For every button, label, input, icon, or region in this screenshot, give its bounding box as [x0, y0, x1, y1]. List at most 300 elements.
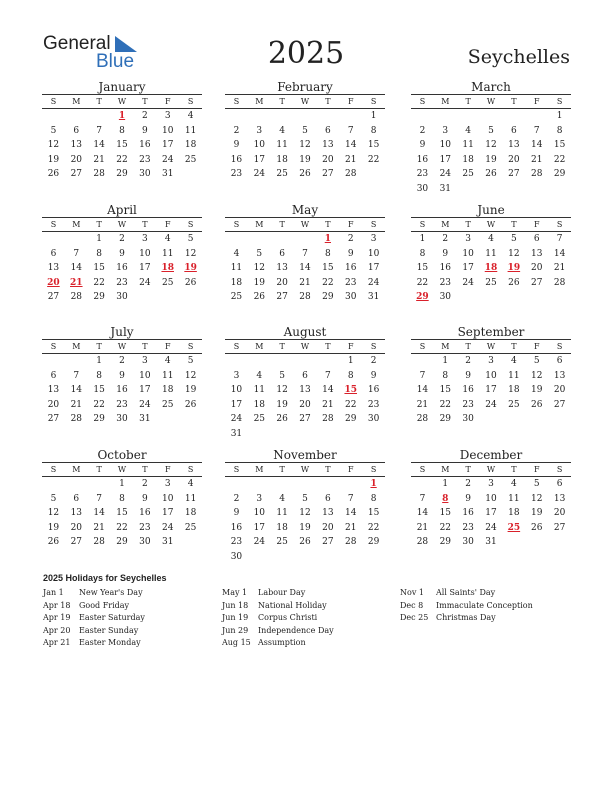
day-cell: 8: [119, 125, 125, 136]
week-row: [225, 521, 385, 536]
day-cell: 9: [119, 248, 125, 259]
day-cell: 8: [556, 125, 563, 136]
day-cell: 31: [139, 414, 151, 424]
weekday-label: T: [465, 342, 471, 351]
day-cell: 30: [367, 414, 380, 424]
day-cell: [271, 427, 294, 442]
day-cell: 14: [93, 508, 105, 518]
week-row: [225, 124, 385, 139]
day-cell: 28: [70, 414, 83, 424]
holiday-item: [43, 625, 145, 638]
day-cell: [133, 290, 156, 305]
month-name: April: [107, 203, 137, 217]
day-cell: 21: [553, 263, 566, 273]
day-cell: [457, 182, 480, 197]
weekday-header: [225, 218, 385, 231]
week-row: [42, 369, 202, 384]
week-row: [42, 398, 202, 413]
day-cell: 3: [256, 125, 263, 136]
day-cell: [248, 232, 271, 247]
weekday-label: S: [187, 342, 194, 351]
week-row: [225, 247, 385, 262]
day-cell: 15: [439, 508, 452, 518]
day-cell: 15: [367, 140, 380, 150]
day-cell: 6: [73, 125, 80, 136]
day-cell: 29: [367, 537, 380, 547]
weekday-label: W: [486, 342, 496, 351]
day-cell: 9: [233, 140, 240, 150]
week-row: [42, 247, 202, 262]
holiday-item: [400, 600, 533, 613]
day-cell: 26: [47, 169, 60, 179]
day-cell: [525, 535, 548, 550]
day-cell: 3: [164, 479, 171, 489]
day-cell: [65, 477, 88, 492]
month-august: [225, 325, 385, 441]
day-cell: 9: [442, 248, 449, 259]
day-cell: [156, 412, 179, 427]
day-cell: 25: [462, 169, 474, 179]
day-cell: 25: [184, 154, 197, 165]
day-cell: 23: [230, 169, 243, 179]
day-cell: 27: [322, 169, 334, 179]
day-cell: 12: [299, 508, 311, 518]
day-cell: 2: [465, 356, 472, 366]
month-name: October: [97, 448, 147, 462]
week-row: [42, 506, 202, 521]
day-cell: 23: [416, 169, 429, 179]
weekday-label: S: [556, 342, 563, 351]
day-cell: [294, 427, 317, 442]
day-cell: [480, 182, 503, 197]
day-cell: 21: [93, 154, 105, 165]
day-cell: 3: [488, 356, 494, 366]
weekday-header: [225, 340, 385, 353]
weekday-label: F: [164, 220, 171, 229]
day-cell: 7: [96, 493, 103, 504]
day-cell: 31: [439, 183, 452, 194]
day-cell: 4: [279, 493, 286, 504]
day-cell: 5: [50, 493, 57, 504]
day-cell: [548, 412, 571, 427]
weekday-label: S: [187, 220, 194, 229]
holiday-day-cell: 15: [344, 385, 357, 395]
day-cell: 18: [184, 140, 197, 150]
day-cell: [42, 477, 65, 492]
day-cell: [271, 477, 294, 492]
day-cell: 22: [367, 522, 380, 533]
day-cell: 22: [345, 399, 357, 410]
holiday-item: [43, 612, 145, 625]
day-cell: 12: [531, 370, 543, 381]
weekday-label: T: [142, 220, 148, 229]
week-row: [42, 138, 202, 153]
day-cell: 7: [73, 370, 80, 381]
weekday-label: M: [255, 342, 264, 351]
week-row: [42, 412, 202, 427]
holiday-date: Jun 29: [222, 625, 249, 635]
day-cell: 22: [322, 277, 334, 288]
day-cell: 7: [419, 493, 426, 504]
day-cell: [362, 427, 385, 442]
week-row: [42, 261, 202, 276]
day-cell: 9: [465, 493, 472, 504]
day-cell: 23: [462, 399, 474, 410]
day-cell: [65, 109, 88, 124]
week-row: [42, 477, 202, 492]
week-row: [411, 290, 571, 305]
weekday-label: W: [300, 220, 310, 229]
day-cell: 13: [322, 508, 334, 518]
day-cell: 17: [253, 522, 266, 533]
day-cell: 14: [70, 385, 83, 395]
day-cell: 30: [139, 169, 151, 179]
day-cell: 4: [164, 356, 171, 366]
holiday-date: Jun 18: [222, 600, 249, 610]
day-cell: 26: [531, 399, 543, 410]
day-cell: 14: [416, 508, 429, 518]
week-row: [225, 550, 385, 565]
day-cell: 21: [416, 399, 429, 410]
month-name: August: [283, 325, 327, 339]
day-cell: 1: [370, 111, 377, 121]
day-cell: 17: [139, 385, 151, 395]
day-cell: [548, 290, 571, 305]
day-cell: 2: [419, 125, 426, 136]
day-cell: 24: [462, 277, 474, 288]
holiday-column: [43, 587, 145, 650]
weekday-label: M: [441, 465, 450, 474]
day-cell: 15: [553, 140, 566, 150]
day-cell: 20: [70, 522, 83, 533]
day-cell: 8: [325, 248, 331, 259]
weekday-header: [42, 95, 202, 108]
day-cell: 25: [184, 522, 197, 533]
day-cell: 27: [47, 292, 60, 302]
week-row: [225, 383, 385, 398]
week-row: [42, 354, 202, 369]
week-row: [42, 535, 202, 550]
day-cell: 5: [187, 234, 194, 244]
week-row: [42, 383, 202, 398]
week-row: [225, 354, 385, 369]
day-cell: 5: [50, 125, 57, 136]
weekday-label: F: [347, 342, 354, 351]
holiday-name: Good Friday: [79, 600, 130, 610]
day-cell: 12: [485, 140, 497, 150]
holiday-name: New Year's Day: [79, 588, 143, 597]
day-cell: [411, 109, 434, 124]
day-cell: [316, 477, 339, 492]
weekday-label: S: [50, 97, 57, 106]
day-cell: 26: [47, 537, 60, 547]
holiday-name: Labour Day: [258, 588, 306, 597]
day-cell: 21: [345, 522, 357, 533]
holiday-date: Jan 1: [43, 588, 64, 597]
day-cell: 20: [276, 277, 288, 288]
day-cell: 21: [322, 399, 334, 410]
day-cell: [548, 535, 571, 550]
weekday-label: W: [486, 97, 496, 106]
weekday-label: T: [325, 220, 331, 229]
day-cell: 5: [187, 356, 194, 366]
day-cell: 28: [322, 414, 334, 424]
day-cell: 18: [162, 385, 174, 395]
week-row: [411, 535, 571, 550]
day-cell: 7: [347, 493, 354, 504]
day-cell: 29: [439, 537, 452, 547]
day-cell: [225, 354, 248, 369]
day-cell: [548, 182, 571, 197]
weekday-label: W: [486, 220, 496, 229]
day-cell: 4: [465, 125, 472, 136]
weekday-label: S: [556, 97, 563, 106]
day-cell: 16: [116, 263, 128, 273]
day-cell: 11: [276, 140, 288, 150]
logo-blue-text: Blue: [96, 51, 135, 72]
day-cell: [248, 550, 271, 565]
holiday-item: [43, 600, 145, 613]
day-cell: [316, 550, 339, 565]
week-row: [225, 492, 385, 507]
day-cell: [502, 109, 525, 124]
day-cell: 29: [116, 169, 128, 179]
day-cell: [294, 354, 317, 369]
weekday-label: S: [370, 97, 377, 106]
holiday-item: [222, 600, 334, 613]
weekday-header: [411, 463, 571, 476]
month-name: November: [273, 448, 337, 462]
day-cell: 31: [230, 428, 243, 439]
day-cell: 2: [119, 234, 125, 244]
day-cell: 6: [50, 248, 57, 259]
day-cell: 26: [253, 292, 266, 302]
day-cell: 6: [325, 125, 331, 136]
weekday-label: W: [300, 465, 310, 474]
day-cell: 31: [485, 537, 497, 547]
day-cell: [316, 109, 339, 124]
day-cell: 14: [299, 263, 311, 273]
day-cell: 23: [230, 537, 243, 547]
holiday-item: [222, 637, 334, 650]
day-cell: 12: [299, 140, 311, 150]
day-cell: [294, 232, 317, 247]
weekday-label: M: [255, 220, 264, 229]
day-cell: 13: [299, 385, 311, 395]
calendar-year: 2025: [267, 36, 345, 71]
month-name: December: [459, 448, 523, 462]
day-cell: 26: [299, 537, 311, 547]
day-cell: [271, 354, 294, 369]
day-cell: 13: [70, 508, 83, 518]
holiday-name: Easter Sunday: [79, 625, 139, 635]
weekday-label: S: [370, 220, 377, 229]
day-cell: 16: [462, 508, 474, 518]
weekday-label: M: [72, 342, 81, 351]
day-cell: 27: [553, 522, 566, 533]
weekday-label: W: [117, 465, 127, 474]
weekday-label: S: [50, 342, 57, 351]
day-cell: 16: [139, 140, 151, 150]
week-row: [411, 153, 571, 168]
day-cell: 22: [116, 522, 128, 533]
day-cell: 10: [367, 248, 380, 259]
day-cell: 21: [70, 399, 83, 410]
day-cell: 6: [556, 479, 563, 489]
holiday-name: Assumption: [258, 638, 306, 647]
day-cell: 18: [184, 508, 197, 518]
day-cell: 4: [488, 234, 494, 244]
weekday-label: S: [556, 465, 563, 474]
day-cell: [271, 109, 294, 124]
week-row: [225, 138, 385, 153]
month-september: [411, 325, 571, 427]
day-cell: 6: [279, 248, 286, 259]
weekday-label: S: [419, 342, 426, 351]
week-row: [411, 167, 571, 182]
day-cell: 30: [462, 537, 474, 547]
day-cell: 2: [119, 356, 125, 366]
day-cell: 21: [416, 522, 429, 533]
day-cell: [434, 109, 457, 124]
day-cell: 6: [511, 125, 517, 136]
holiday-day-cell: 8: [442, 493, 449, 504]
day-cell: 24: [230, 414, 243, 424]
day-cell: 15: [322, 263, 334, 273]
weekday-header: [225, 95, 385, 108]
weekday-label: M: [441, 342, 450, 351]
day-cell: 28: [553, 277, 566, 288]
day-cell: 3: [233, 370, 240, 381]
day-cell: 30: [462, 414, 474, 424]
week-row: [411, 124, 571, 139]
weekday-label: S: [419, 97, 426, 106]
weekday-label: M: [72, 97, 81, 106]
holiday-name: Immaculate Conception: [436, 600, 533, 610]
day-cell: 10: [139, 370, 151, 381]
day-cell: 11: [184, 125, 197, 136]
day-cell: 1: [347, 356, 354, 366]
day-cell: 4: [164, 234, 171, 244]
weekday-label: F: [533, 220, 540, 229]
day-cell: [362, 167, 385, 182]
day-cell: 2: [442, 234, 449, 244]
day-cell: 6: [556, 356, 563, 366]
weekday-label: M: [255, 97, 264, 106]
month-november: [225, 448, 385, 564]
day-cell: 23: [462, 522, 474, 533]
day-cell: 27: [276, 292, 288, 302]
week-row: [42, 124, 202, 139]
weekday-label: W: [300, 97, 310, 106]
week-row: [225, 535, 385, 550]
weekday-label: T: [96, 342, 102, 351]
weekday-label: T: [325, 342, 331, 351]
holiday-item: [400, 612, 533, 625]
weekday-label: S: [419, 220, 426, 229]
week-row: [411, 398, 571, 413]
day-cell: 28: [299, 292, 311, 302]
month-december: [411, 448, 571, 550]
day-cell: 13: [553, 493, 566, 504]
day-cell: 7: [556, 234, 563, 244]
week-row: [225, 109, 385, 124]
day-cell: 11: [230, 263, 243, 273]
holiday-item: [222, 612, 334, 625]
day-cell: [339, 477, 362, 492]
day-cell: 10: [253, 508, 266, 518]
day-cell: 21: [93, 522, 105, 533]
day-cell: 5: [302, 125, 308, 136]
holiday-item: [400, 587, 533, 600]
day-cell: 23: [367, 399, 380, 410]
day-cell: 20: [322, 154, 334, 165]
month-name: July: [110, 325, 134, 339]
weekday-label: M: [72, 220, 81, 229]
week-row: [411, 276, 571, 291]
day-cell: 4: [187, 111, 194, 121]
weekday-label: S: [233, 465, 240, 474]
day-cell: 9: [233, 508, 240, 518]
day-cell: 28: [416, 414, 429, 424]
day-cell: [480, 290, 503, 305]
day-cell: 20: [508, 154, 520, 165]
holiday-name: All Saints' Day: [436, 588, 496, 597]
month-april: [42, 203, 202, 305]
holiday-name: Corpus Christi: [258, 613, 318, 622]
week-row: [411, 492, 571, 507]
day-cell: 28: [70, 292, 83, 302]
day-cell: 6: [533, 234, 540, 244]
day-cell: 30: [139, 537, 151, 547]
day-cell: 8: [442, 370, 449, 381]
month-june: [411, 203, 571, 305]
weekday-label: S: [187, 465, 194, 474]
day-cell: 24: [485, 522, 497, 533]
week-row: [225, 261, 385, 276]
weekday-label: S: [50, 220, 57, 229]
weekday-label: T: [142, 465, 148, 474]
day-cell: 27: [322, 537, 334, 547]
day-cell: 24: [139, 399, 151, 410]
day-cell: 7: [325, 370, 331, 381]
day-cell: 27: [70, 537, 83, 547]
day-cell: 22: [367, 154, 380, 165]
day-cell: 19: [531, 385, 543, 395]
day-cell: 9: [142, 125, 148, 136]
month-october: [42, 448, 202, 550]
day-cell: [156, 290, 179, 305]
day-cell: [316, 427, 339, 442]
day-cell: 6: [50, 370, 57, 381]
day-cell: 26: [531, 522, 543, 533]
day-cell: 28: [416, 537, 429, 547]
day-cell: 18: [462, 154, 474, 165]
week-row: [411, 412, 571, 427]
day-cell: [294, 477, 317, 492]
holiday-day-cell: 19: [184, 263, 197, 273]
day-cell: [248, 354, 271, 369]
day-cell: 23: [345, 277, 357, 288]
holiday-name: Easter Monday: [79, 638, 141, 647]
holiday-day-cell: 1: [370, 479, 377, 489]
day-cell: 19: [276, 399, 288, 410]
weekday-label: F: [164, 465, 171, 474]
day-cell: [271, 550, 294, 565]
holiday-day-cell: 19: [507, 263, 521, 273]
day-cell: 12: [508, 248, 520, 259]
day-cell: 14: [553, 248, 566, 259]
